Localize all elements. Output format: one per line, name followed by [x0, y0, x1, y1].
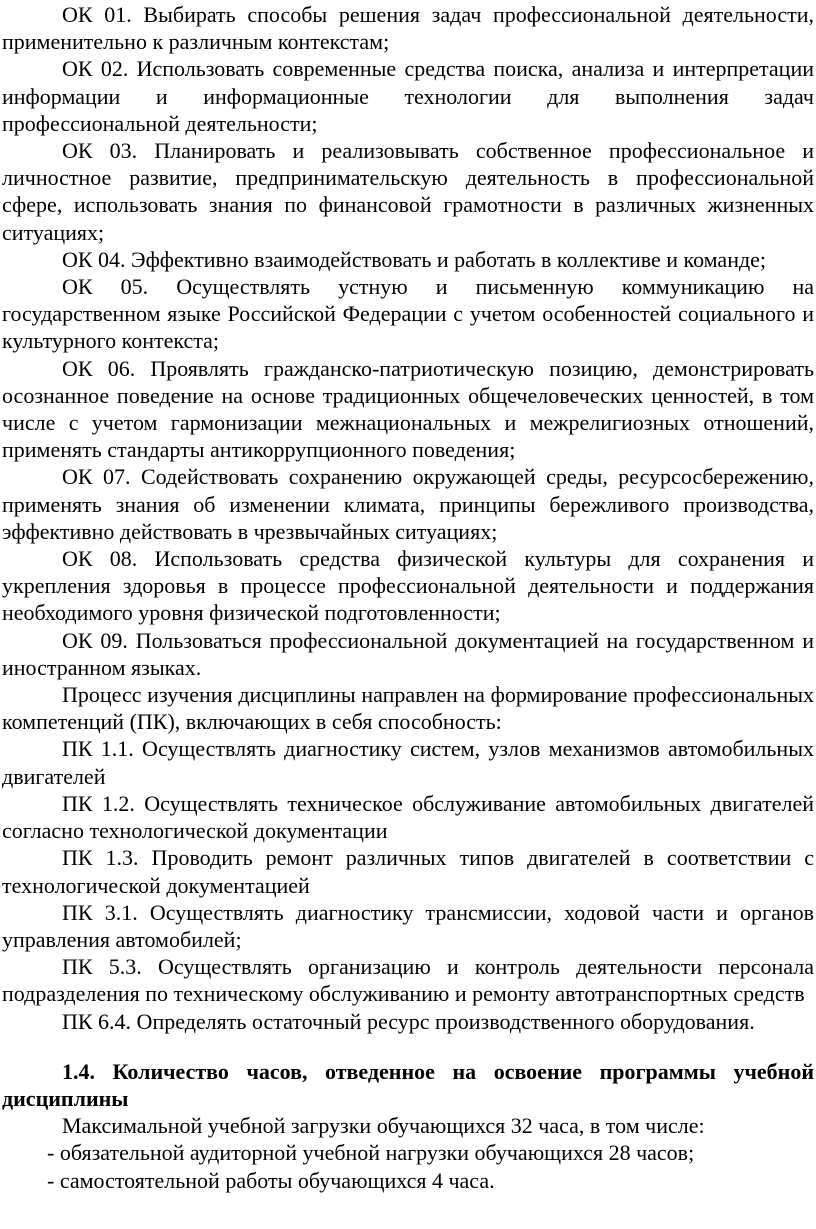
- competency-pk-5-3: ПК 5.3. Осуществлять организацию и контроль деятельности персонала подразделения по техническому обслуживанию и ремонту автотранспортных средств: [2, 954, 814, 1007]
- competency-pk-1-3: ПК 1.3. Проводить ремонт различных типов двигателей в соответствии с технологической документацией: [2, 845, 814, 898]
- pk-intro-paragraph: Процесс изучения дисциплины направлен на формирование профессиональных компетенций (ПК), включающих в себя способность:: [2, 682, 814, 735]
- competency-ok-04: ОК 04. Эффективно взаимодействовать и работать в коллективе и команде;: [62, 246, 767, 272]
- max-load-paragraph: Максимальной учебной загрузки обучающихся 32 часа, в том числе:: [62, 1113, 705, 1139]
- competency-pk-1-2: ПК 1.2. Осуществлять техническое обслуживание автомобильных двигателей согласно технологической документации: [2, 790, 814, 844]
- competency-ok-02: ОК 02. Использовать современные средства поиска, анализа и интерпретации информации и информационные технологии для выполнения задач профессиональной деятельности;: [2, 56, 814, 136]
- competency-pk-1-1: ПК 1.1. Осуществлять диагностику систем, узлов механизмов автомобильных двигателей: [2, 736, 814, 789]
- competency-pk-3-1: ПК 3.1. Осуществлять диагностику трансмиссии, ходовой части и органов управления автомобилей;: [2, 899, 814, 952]
- competency-ok-01: ОК 01. Выбирать способы решения задач профессиональной деятельности, применительно к различным контекстам;: [2, 2, 814, 55]
- competency-ok-03: ОК 03. Планировать и реализовывать собственное профессиональное и личностное развитие, предпринимательскую деятельность в профессиональной сфере, использовать знания по финансовой грамотности в различных жизненных ситуациях;: [2, 138, 814, 245]
- competency-pk-6-4: ПК 6.4. Определять остаточный ресурс производственного оборудования.: [62, 1008, 755, 1034]
- section-heading-hours: 1.4. Количество часов, отведенное на освоение программы учебной дисциплины: [2, 1058, 814, 1111]
- competency-ok-06: ОК 06. Проявлять гражданско-патриотическую позицию, демонстрировать осознанное поведение на основе традиционных общечеловеческих ценностей, в том числе с учетом гармонизации межнациональных и межрелигиозных отношений, применять стандарты антикоррупционного поведения;: [2, 355, 814, 463]
- competency-ok-09: ОК 09. Пользоваться профессиональной документацией на государственном и иностранном языках.: [2, 627, 814, 680]
- document-body: [2, 1, 814, 1194]
- competency-ok-07: ОК 07. Содействовать сохранению окружающей среды, ресурсосбережению, применять знания об изменении климата, принципы бережливого производства, эффективно действовать в чрезвычайных ситуациях;: [2, 464, 814, 544]
- hours-item-independent: - самостоятельной работы обучающихся 4 часа.: [47, 1167, 495, 1193]
- competency-ok-05: ОК 05. Осуществлять устную и письменную коммуникацию на государственном языке Российской Федерации с учетом особенностей социального и культурного контекста;: [2, 274, 814, 354]
- competency-ok-08: ОК 08. Использовать средства физической культуры для сохранения и укрепления здоровья в процессе профессиональной деятельности и поддержания необходимого уровня физической подготовленности;: [2, 546, 814, 626]
- hours-item-classroom: - обязательной аудиторной учебной нагрузки обучающихся 28 часов;: [47, 1140, 695, 1166]
